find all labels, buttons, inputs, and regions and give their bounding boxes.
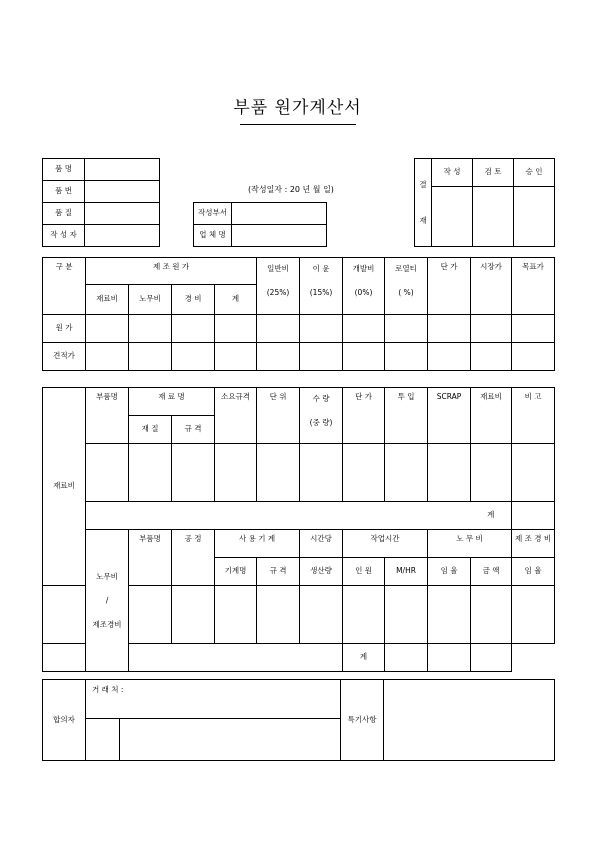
material-col-price: 단 가 [343,388,385,444]
labor-total-2[interactable] [428,644,471,672]
approval-side-label: 결 재 [415,159,432,247]
summary-table [42,257,555,371]
material-col-spec: 소요규격 [215,388,257,444]
approval-sign-approve[interactable] [514,187,555,247]
labor-sub-machine-name: 기계명 [215,558,257,586]
agreement-cell-2[interactable] [120,719,341,761]
label-company: 업 체 명 [194,225,232,247]
labor-sub-amount1: 금 액 [471,558,512,586]
author-field[interactable] [85,225,160,247]
summary-dev-header: 개발비 (0%) [343,258,385,315]
title-underline [240,124,356,125]
summary-unitprice-header: 단 가 [428,258,471,315]
label-quality: 품 질 [43,203,85,225]
material-col-matname: 재 료 명 [129,388,215,416]
summary-profit-header: 이 윤 (15%) [300,258,343,315]
labor-sub-rate2: 임 율 [512,558,555,586]
material-col-input: 투 입 [385,388,428,444]
labor-sub-mhr: M/HR [385,558,428,586]
label-author: 작 성 자 [43,225,85,247]
date-line: (작성일자 : 20 년 월 일) [248,185,334,194]
agreement-cell-1[interactable] [86,719,120,761]
summary-royalty-header: 로열티 ( %) [385,258,428,315]
labor-sub-rate1: 임 율 [428,558,471,586]
label-part-name: 품 명 [43,159,85,181]
quality-field[interactable] [85,203,160,225]
dept-field[interactable] [232,203,327,225]
material-col-unit: 단 위 [257,388,300,444]
summary-material-sub: 재료비 [86,285,129,315]
labor-sub-spec: 규 격 [257,558,300,586]
special-field[interactable] [384,680,555,761]
summary-labor-sub: 노무비 [129,285,172,315]
agreement-side-label: 합의자 [43,680,86,761]
summary-market-header: 시장가 [471,258,512,315]
labor-col-machine: 사 용 기 계 [215,530,300,558]
labor-total-label: 계 [343,644,385,672]
labor-sub-people: 인 원 [343,558,385,586]
material-col-qty: 수 량 (중 량) [300,388,343,444]
material-col-cost: 재료비 [471,388,512,444]
dept-table [193,202,327,247]
labor-col-part: 부품명 [129,530,172,586]
labor-col-laborcost: 노 무 비 [428,530,512,558]
approval-col-approve: 승 인 [514,159,555,187]
part-name-field[interactable] [85,159,160,181]
summary-expense-sub: 경 비 [172,285,215,315]
material-col-part: 부품명 [86,388,129,444]
company-field[interactable] [232,225,327,247]
summary-row-cost: 원 가 [43,315,86,343]
approval-sign-review[interactable] [473,187,514,247]
summary-sum-sub: 계 [215,285,257,315]
labor-col-process: 공 정 [172,530,215,586]
label-part-number: 품 번 [43,181,85,203]
labor-total-3[interactable] [471,644,512,672]
material-col-scrap: SCRAP [428,388,471,444]
labor-side-label: 노무비 / 제조경비 [86,530,129,672]
material-side-label: 재료비 [43,388,86,586]
material-col-note: 비 고 [512,388,555,444]
labor-total-1[interactable] [385,644,428,672]
agreement-table [42,679,555,761]
material-sub-quality: 재 질 [129,416,172,444]
approval-col-write: 작 성 [432,159,473,187]
vendor-label: 거 래 처 : [86,680,341,719]
labor-col-mfgexp: 제 조 경 비 [512,530,555,558]
labor-sub-output: 생산량 [300,558,343,586]
part-number-field[interactable] [85,181,160,203]
special-label: 특기사항 [341,680,384,761]
summary-target-header: 목표가 [512,258,555,315]
labor-col-perhour: 시간당 [300,530,343,558]
summary-row-quote: 견적가 [43,343,86,371]
summary-jejo-header: 제 조 원 가 [86,258,257,285]
labor-col-worktime: 작업시간 [343,530,428,558]
approval-table [414,158,555,247]
material-total-value[interactable] [512,502,555,530]
approval-sign-write[interactable] [432,187,473,247]
info-table [42,158,160,247]
approval-col-review: 검 토 [473,159,514,187]
material-total-label: 계 [471,502,512,530]
summary-general-header: 일반비 (25%) [257,258,300,315]
page-title: 부품 원가계산서 [233,98,362,118]
summary-gubun-header: 구 분 [43,258,86,315]
label-dept: 작성부서 [194,203,232,225]
material-sub-spec: 규 격 [172,416,215,444]
detail-table [42,387,555,672]
